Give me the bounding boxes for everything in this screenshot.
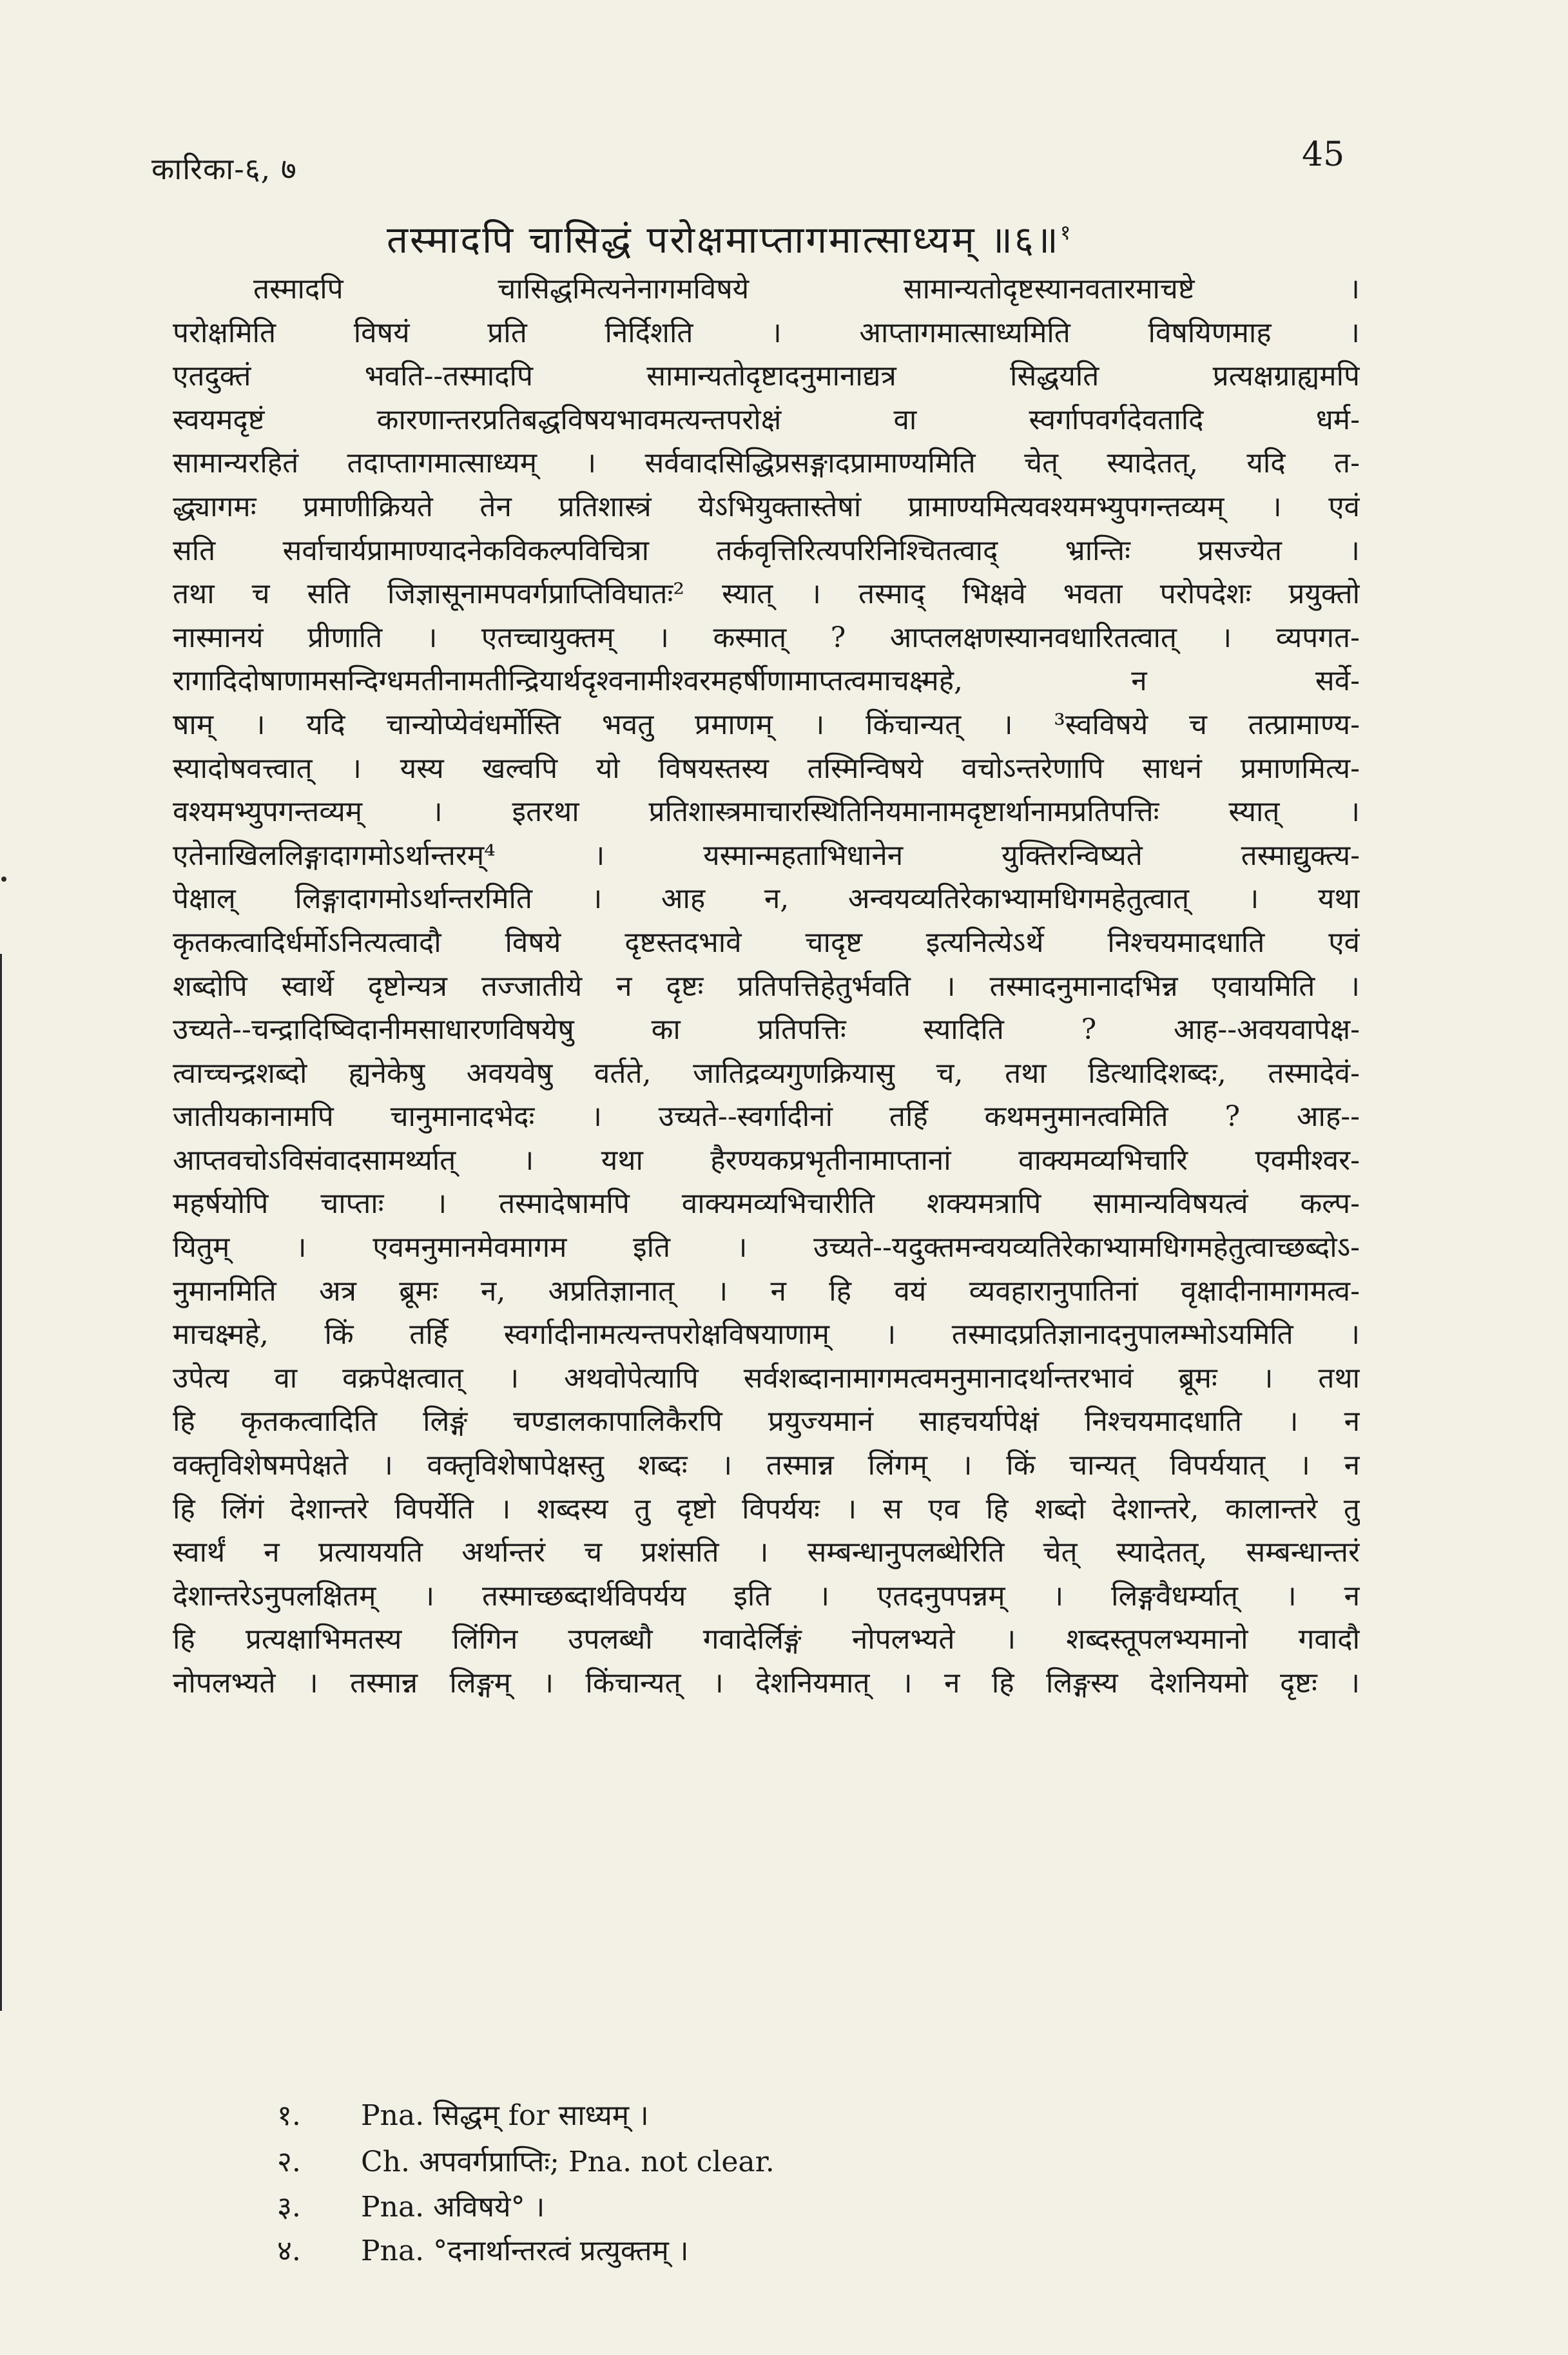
verse-text: तस्मादपि चासिद्धं परोक्षमाप्तागमात्साध्यम् ॥६॥ <box>387 218 1060 262</box>
text-line: तथा च सति जिज्ञासूनामपवर्गप्राप्तिविघातः² स्यात् । तस्माद् भिक्षवे भवता परोपदेशः प्रयुक्तो <box>173 577 1360 611</box>
text-line: पेक्षाल् लिङ्गादागमोऽर्थान्तरमिति । आह न, अन्वयव्यतिरेकाभ्यामधिगमहेतुत्वात् । यथा <box>173 882 1360 916</box>
footnote-text: Ch. अपवर्गप्राप्तिः; Pna. not clear. <box>361 2146 775 2178</box>
text-line: कृतकत्वादिर्धर्मोऽनित्यत्वादौ विषये दृष्टस्तदभावे चादृष्ट इत्यनित्येऽर्थे निश्चयमादधाति एवं <box>173 926 1360 959</box>
footnote <box>277 2186 1179 2225</box>
footnote-number: ४. <box>277 2234 301 2267</box>
section-header: कारिका-६, ७ <box>151 151 297 186</box>
text-line: वक्तृविशेषमपेक्षते । वक्तृविशेषापेक्षस्तु शब्दः । तस्मान्न लिंगम् । किं चान्यत् विपर्ययात् । न <box>173 1449 1360 1482</box>
text-line: उपेत्य वा वक्रपेक्षत्वात् । अथवोपेत्यापि सर्वशब्दानामागमत्वमनुमानादर्थान्तरभावं ब्रूमः । तथा <box>173 1361 1360 1395</box>
footnote-number: ३. <box>277 2191 301 2224</box>
footnote-number: १. <box>277 2099 301 2132</box>
text-line: परोक्षमिति विषयं प्रति निर्दिशति । आप्तागमात्साध्यमिति विषयिणमाह । <box>173 316 1360 349</box>
text-line: नोपलभ्यते । तस्मान्न लिङ्गम् । किंचान्यत् । देशनियमात् । न हि लिङ्गस्य देशनियमो दृष्टः । <box>173 1667 1360 1700</box>
text-line: स्वयमदृष्टं कारणान्तरप्रतिबद्धविषयभावमत्यन्तपरोक्षं वा स्वर्गापवर्गदेवतादि धर्म- <box>173 403 1360 436</box>
page-number: 45 <box>1302 135 1345 174</box>
text-line: महर्षयोपि चाप्ताः । तस्मादेषामपि वाक्यमव्यभिचारीति शक्यमत्रापि सामान्यविषयत्वं कल्प- <box>173 1187 1360 1221</box>
text-line: माचक्ष्महे, किं तर्हि स्वर्गादीनामत्यन्तपरोक्षविषयाणाम् । तस्मादप्रतिज्ञानादनुपालम्भोऽयमिति । <box>173 1318 1360 1352</box>
footnote-number: २. <box>277 2146 301 2178</box>
text-line: शब्दोपि स्वार्थे दृष्टोन्यत्र तज्जातीये न दृष्टः प्रतिपत्तिहेतुर्भवति । तस्मादनुमानादभिन्न एवायमिति । <box>173 969 1360 1003</box>
text-line: द्ध्यागमः प्रमाणीक्रियते तेन प्रतिशास्त्रं येऽभियुक्तास्तेषां प्रामाण्यमित्यवश्यमभ्युपगन्तव्यम् । एवं <box>173 490 1360 523</box>
karika-verse <box>387 213 1302 264</box>
text-line: नास्मानयं प्रीणाति । एतच्चायुक्तम् । कस्मात् ? आप्तलक्षणस्यानवधारितत्वात् । व्यपगत- <box>173 621 1360 654</box>
text-line: यितुम् । एवमनुमानमेवमागम इति । उच्यते--यदुक्तमन्वयव्यतिरेकाभ्यामधिगमहेतुत्वाच्छब्दोऽ- <box>173 1231 1360 1265</box>
footnote <box>277 2141 1179 2180</box>
text-line: एतदुक्तं भवति--तस्मादपि सामान्यतोदृष्टादनुमानाद्यत्र सिद्धयति प्रत्यक्षग्राह्यमपि <box>173 360 1360 393</box>
text-line: देशान्तरेऽनुपलक्षितम् । तस्माच्छब्दार्थविपर्यय इति । एतदनुपपन्नम् । लिङ्गवैधर्म्यात् । न <box>173 1579 1360 1613</box>
text-line: हि प्रत्यक्षाभिमतस्य लिंगिन उपलब्धौ गवादेर्लिङ्गं नोपलभ्यते । शब्दस्तूपलभ्यमानो गवादौ <box>173 1623 1360 1656</box>
commentary-text <box>173 267 1360 1705</box>
text-line: रागादिदोषाणामसन्दिग्धमतीनामतीन्द्रियार्थदृश्वनामीश्वरमहर्षीणामाप्तत्वमाचक्ष्महे, न सर्वे- <box>173 664 1360 698</box>
text-line: वश्यमभ्युपगन्तव्यम् । इतरथा प्रतिशास्त्रमाचारस्थितिनियमानामदृष्टार्थानामप्रतिपत्तिः स्यात् । <box>173 795 1360 829</box>
scan-edge-line <box>0 954 2 2011</box>
text-line: स्यादोषवत्त्वात् । यस्य खल्वपि यो विषयस्तस्य तस्मिन्विषये वचोऽन्तरेणापि साधनं प्रमाणमित्य- <box>173 751 1360 785</box>
text-line: सामान्यरहितं तदाप्तागमात्साध्यम् । सर्ववादसिद्धिप्रसङ्गादप्रामाण्यमिति चेत् स्यादेतत्, यदि त- <box>173 447 1360 480</box>
text-line: षाम् । यदि चान्योप्येवंधर्मोस्ति भवतु प्रमाणम् । किंचान्यत् । ³स्वविषये च तत्प्रामाण्य- <box>173 708 1360 741</box>
text-line: जातीयकानामपि चानुमानादभेदः । उच्यते--स्वर्गादीनां तर्हि कथमनुमानत्वमिति ? आह-- <box>173 1100 1360 1134</box>
scan-edge-dot <box>1 877 6 882</box>
text-line: उच्यते--चन्द्रादिष्विदानीमसाधारणविषयेषु का प्रतिपत्तिः स्यादिति ? आह--अवयवापेक्ष- <box>173 1013 1360 1047</box>
verse-footnote-marker: १ <box>1060 220 1073 245</box>
text-line: त्वाच्चन्द्रशब्दो ह्यनेकेषु अवयवेषु वर्तते, जातिद्रव्यगुणक्रियासु च, तथा डित्थादिशब्दः, तस्मादेवं- <box>173 1056 1360 1090</box>
footnote <box>277 2230 1179 2269</box>
text-line: स्वार्थं न प्रत्याययति अर्थान्तरं च प्रशंसति । सम्बन्धानुपलब्धेरिति चेत् स्यादेतत्, सम्बन्धान्तरं <box>173 1536 1360 1569</box>
footnote-text: Pna. अविषये° । <box>361 2191 545 2224</box>
text-line: सति सर्वाचार्यप्रामाण्यादनेकविकल्पविचित्रा तर्कवृत्तिरित्यपरिनिश्चितत्वाद् भ्रान्तिः प्रसज्येत । <box>173 534 1360 567</box>
text-line: हि लिंगं देशान्तरे विपर्येति । शब्दस्य तु दृष्टो विपर्ययः । स एव हि शब्दो देशान्तरे, कालान्तरे तु <box>173 1492 1360 1526</box>
text-line: आप्तवचोऽविसंवादसामर्थ्यात् । यथा हैरण्यकप्रभृतीनामाप्तानां वाक्यमव्यभिचारि एवमीश्वर- <box>173 1143 1360 1177</box>
text-line: हि कृतकत्वादिति लिङ्गं चण्डालकापालिकैरपि प्रयुज्यमानं साहचर्यापेक्षं निश्चयमादधाति । न <box>173 1405 1360 1439</box>
footnote-text: Pna. सिद्धम् for साध्यम् । <box>361 2099 649 2132</box>
footnote <box>277 2095 1179 2133</box>
footnote-text: Pna. °दनार्थान्तरत्वं प्रत्युक्तम् । <box>361 2234 689 2267</box>
text-line: तस्मादपि चासिद्धमित्यनेनागमविषये सामान्यतोदृष्टस्यानवतारमाचष्टे । <box>253 273 1360 305</box>
text-line: एतेनाखिललिङ्गादागमोऽर्थान्तरम्⁴ । यस्मान्महताभिधानेन युक्तिरन्विष्यते तस्माद्युक्त्य- <box>173 838 1360 872</box>
text-line: नुमानमिति अत्र ब्रूमः न, अप्रतिज्ञानात् । न हि वयं व्यवहारानुपातिनां वृक्षादीनामागमत्व- <box>173 1274 1360 1308</box>
